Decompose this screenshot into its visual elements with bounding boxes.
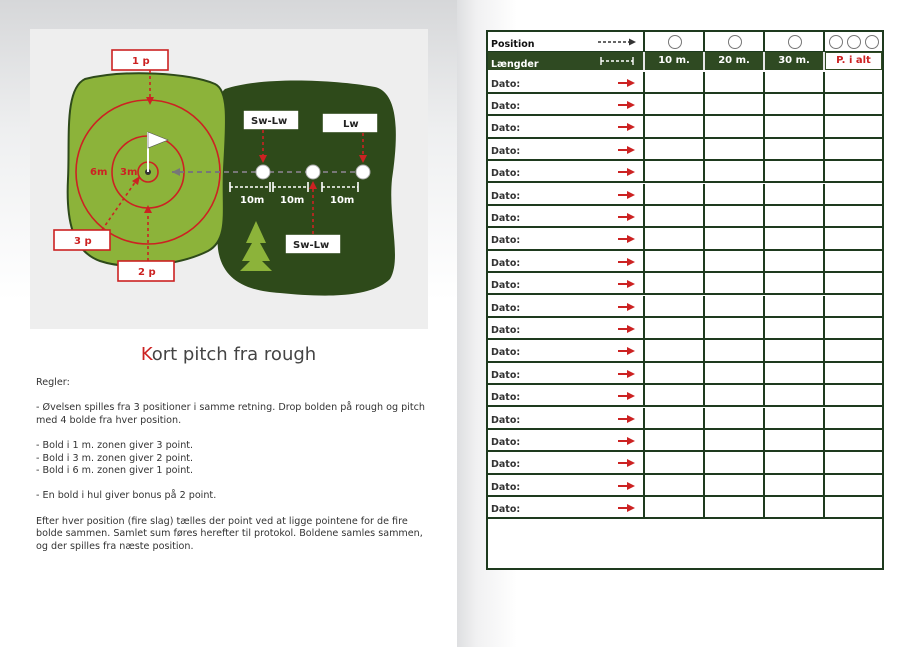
table-row — [488, 72, 882, 94]
score-cell[interactable] — [763, 72, 823, 92]
score-cell[interactable] — [763, 385, 823, 405]
points-total-cell[interactable] — [823, 385, 882, 405]
points-total-cell[interactable] — [823, 452, 882, 472]
score-cell[interactable] — [703, 72, 763, 92]
score-cell[interactable] — [703, 452, 763, 472]
table-row — [488, 497, 882, 519]
points-total-cell[interactable] — [823, 161, 882, 181]
table-row — [488, 318, 882, 340]
points-total-cell[interactable] — [823, 116, 882, 136]
score-cell[interactable] — [643, 318, 703, 338]
date-cell — [488, 340, 643, 360]
score-cell[interactable] — [643, 475, 703, 495]
date-cell — [488, 475, 643, 495]
points-total-cell[interactable] — [823, 363, 882, 383]
table-row — [488, 452, 882, 474]
score-cell[interactable] — [703, 430, 763, 450]
pitch-diagram — [30, 29, 428, 329]
score-cell[interactable] — [763, 318, 823, 338]
date-label: Dato: — [491, 504, 521, 516]
red-arrow-icon — [618, 100, 636, 110]
date-label: Dato: — [491, 280, 521, 292]
scorecard-header-position — [488, 32, 882, 52]
table-row — [488, 296, 882, 318]
score-cell[interactable] — [643, 206, 703, 226]
golf-ball-icon — [256, 165, 270, 179]
table-row — [488, 94, 882, 116]
points-total-cell[interactable] — [823, 475, 882, 495]
score-cell[interactable] — [703, 296, 763, 316]
date-cell — [488, 363, 643, 383]
three-point-label: 3 p — [74, 236, 92, 247]
points-total-cell[interactable] — [823, 184, 882, 204]
date-cell — [488, 206, 643, 226]
column-head-points: P. i alt — [826, 53, 881, 69]
date-label: Dato: — [491, 78, 521, 90]
score-cell[interactable] — [763, 228, 823, 248]
score-cell[interactable] — [703, 184, 763, 204]
date-cell — [488, 385, 643, 405]
red-arrow-icon — [618, 279, 636, 289]
dashed-arrow-icon — [598, 37, 638, 47]
score-cell[interactable] — [643, 363, 703, 383]
points-total-cell[interactable] — [823, 296, 882, 316]
score-cell[interactable] — [643, 408, 703, 428]
score-cell[interactable] — [703, 475, 763, 495]
date-cell — [488, 116, 643, 136]
table-row — [488, 340, 882, 362]
table-row — [488, 184, 882, 206]
score-cell[interactable] — [703, 340, 763, 360]
scorecard-table — [486, 30, 884, 570]
date-label: Dato: — [491, 123, 521, 135]
table-row — [488, 139, 882, 161]
red-arrow-icon — [618, 78, 636, 88]
score-cell[interactable] — [643, 430, 703, 450]
scorecard-blank-row — [488, 539, 882, 570]
date-label: Dato: — [491, 235, 521, 247]
table-row — [488, 251, 882, 273]
red-arrow-icon — [618, 212, 636, 222]
score-cell[interactable] — [703, 161, 763, 181]
table-row — [488, 363, 882, 385]
score-cell[interactable] — [703, 363, 763, 383]
score-cell[interactable] — [763, 340, 823, 360]
table-row — [488, 228, 882, 250]
date-label: Dato: — [491, 100, 521, 112]
score-cell[interactable] — [763, 497, 823, 517]
date-label: Dato: — [491, 145, 521, 157]
points-total-cell[interactable] — [823, 497, 882, 517]
points-total-cell[interactable] — [823, 318, 882, 338]
table-row — [488, 385, 882, 407]
score-cell[interactable] — [643, 228, 703, 248]
score-cell[interactable] — [703, 228, 763, 248]
score-cell[interactable] — [763, 251, 823, 271]
red-arrow-icon — [618, 167, 636, 177]
date-cell — [488, 318, 643, 338]
three-m-label: 3m — [120, 167, 138, 178]
points-total-cell[interactable] — [823, 139, 882, 159]
golf-ball-icon — [667, 34, 683, 50]
score-cell[interactable] — [703, 206, 763, 226]
score-cell[interactable] — [703, 139, 763, 159]
points-total-cell[interactable] — [823, 430, 882, 450]
score-cell[interactable] — [703, 497, 763, 517]
date-label: Dato: — [491, 257, 521, 269]
table-row — [488, 206, 882, 228]
red-arrow-icon — [618, 436, 636, 446]
score-cell[interactable] — [703, 385, 763, 405]
date-cell — [488, 72, 643, 92]
score-cell[interactable] — [763, 430, 823, 450]
score-cell[interactable] — [763, 363, 823, 383]
score-cell[interactable] — [643, 385, 703, 405]
date-cell — [488, 184, 643, 204]
points-total-cell[interactable] — [823, 251, 882, 271]
score-cell[interactable] — [643, 94, 703, 114]
red-arrow-icon — [618, 503, 636, 513]
score-cell[interactable] — [643, 273, 703, 293]
points-total-cell[interactable] — [823, 94, 882, 114]
score-cell[interactable] — [643, 72, 703, 92]
score-cell[interactable] — [763, 184, 823, 204]
rules-paragraph: Efter hver position (fire slag) tælles der point ved at ligge pointene for de fire bolde sammen. Samlet sum føres herefter til protokol. Boldene samles sammen, og der spilles fra næste position. — [36, 515, 423, 552]
red-arrow-icon — [618, 458, 636, 468]
score-cell[interactable] — [703, 318, 763, 338]
golf-ball-icon — [727, 34, 743, 50]
red-arrow-icon — [618, 145, 636, 155]
score-cell[interactable] — [643, 251, 703, 271]
score-cell[interactable] — [763, 161, 823, 181]
score-cell[interactable] — [643, 296, 703, 316]
date-label: Dato: — [491, 190, 521, 202]
rules-line: - Bold i 1 m. zonen giver 3 point. — [36, 439, 194, 451]
table-row — [488, 161, 882, 183]
rules-paragraph: - Øvelsen spilles fra 3 positioner i samme retning. Drop bolden på rough og pitch med 4 bolde fra hver position. — [36, 402, 426, 426]
golf-ball-icon — [356, 165, 370, 179]
title-first-letter: K — [140, 344, 152, 365]
table-row — [488, 116, 882, 138]
red-arrow-icon — [618, 346, 636, 356]
score-cell[interactable] — [703, 94, 763, 114]
rules-line: - Bold i 3 m. zonen giver 2 point. — [36, 452, 194, 464]
table-row — [488, 430, 882, 452]
date-label: Dato: — [491, 369, 521, 381]
date-label: Dato: — [491, 212, 521, 224]
column-head-30m: 30 m. — [763, 52, 823, 70]
date-label: Dato: — [491, 481, 521, 493]
points-total-cell[interactable] — [823, 206, 882, 226]
date-label: Dato: — [491, 436, 521, 448]
red-arrow-icon — [618, 234, 636, 244]
score-cell[interactable] — [643, 139, 703, 159]
score-cell[interactable] — [643, 116, 703, 136]
score-cell[interactable] — [643, 184, 703, 204]
date-cell — [488, 228, 643, 248]
score-cell[interactable] — [703, 116, 763, 136]
red-arrow-icon — [618, 302, 636, 312]
red-arrow-icon — [618, 414, 636, 424]
six-m-label: 6m — [90, 167, 108, 178]
column-head-20m: 20 m. — [703, 52, 763, 70]
score-cell[interactable] — [763, 408, 823, 428]
table-row — [488, 273, 882, 295]
date-label: Dato: — [491, 324, 521, 336]
rules-paragraph: - En bold i hul giver bonus på 2 point. — [36, 490, 217, 502]
distance-marker-icon — [600, 56, 640, 66]
red-arrow-icon — [618, 257, 636, 267]
score-cell[interactable] — [703, 273, 763, 293]
score-cell[interactable] — [703, 408, 763, 428]
column-head-10m: 10 m. — [643, 52, 703, 70]
date-label: Dato: — [491, 302, 521, 314]
date-cell — [488, 161, 643, 181]
date-cell — [488, 452, 643, 472]
header-lengths-label: Længder — [491, 59, 539, 70]
sw-lw-top-label: Sw-Lw — [251, 116, 288, 127]
date-cell — [488, 251, 643, 271]
lw-label: Lw — [343, 119, 359, 130]
score-cell[interactable] — [763, 116, 823, 136]
page-title — [0, 344, 457, 365]
pitch-diagram-svg — [30, 29, 428, 329]
one-point-label: 1 p — [132, 56, 150, 67]
date-label: Dato: — [491, 392, 521, 404]
score-cell[interactable] — [763, 273, 823, 293]
date-cell — [488, 430, 643, 450]
golf-ball-icon — [827, 34, 883, 50]
score-cell[interactable] — [763, 475, 823, 495]
sw-lw-bottom-label: Sw-Lw — [293, 240, 330, 251]
score-cell[interactable] — [643, 161, 703, 181]
red-arrow-icon — [618, 391, 636, 401]
score-cell[interactable] — [643, 340, 703, 360]
scorecard-header-lengths — [488, 52, 882, 70]
rules-heading: Regler: — [36, 377, 70, 388]
table-row — [488, 475, 882, 497]
score-cell[interactable] — [763, 139, 823, 159]
date-label: Dato: — [491, 168, 521, 180]
golf-ball-icon — [787, 34, 803, 50]
red-arrow-icon — [618, 122, 636, 132]
header-position-label: Position — [491, 39, 535, 50]
score-cell[interactable] — [643, 497, 703, 517]
date-label: Dato: — [491, 347, 521, 359]
points-total-cell[interactable] — [823, 273, 882, 293]
rules-text — [36, 377, 426, 553]
score-cell[interactable] — [763, 452, 823, 472]
date-cell — [488, 273, 643, 293]
score-cell[interactable] — [643, 452, 703, 472]
date-cell — [488, 296, 643, 316]
red-arrow-icon — [618, 324, 636, 334]
date-cell — [488, 497, 643, 517]
score-cell[interactable] — [763, 94, 823, 114]
distance-label: 10m — [280, 195, 305, 206]
red-arrow-icon — [618, 369, 636, 379]
two-point-label: 2 p — [138, 267, 156, 278]
score-cell[interactable] — [763, 206, 823, 226]
date-label: Dato: — [491, 414, 521, 426]
score-cell[interactable] — [763, 296, 823, 316]
title-rest: ort pitch fra rough — [151, 344, 317, 365]
date-cell — [488, 408, 643, 428]
points-total-cell[interactable] — [823, 340, 882, 360]
points-total-cell[interactable] — [823, 228, 882, 248]
rules-line: - Bold i 6 m. zonen giver 1 point. — [36, 465, 194, 477]
golf-ball-icon — [306, 165, 320, 179]
red-arrow-icon — [618, 481, 636, 491]
points-total-cell[interactable] — [823, 72, 882, 92]
date-label: Dato: — [491, 459, 521, 471]
date-cell — [488, 139, 643, 159]
points-total-cell[interactable] — [823, 408, 882, 428]
score-cell[interactable] — [703, 251, 763, 271]
red-arrow-icon — [618, 190, 636, 200]
distance-label: 10m — [330, 195, 355, 206]
date-cell — [488, 94, 643, 114]
table-row — [488, 408, 882, 430]
distance-label: 10m — [240, 195, 265, 206]
